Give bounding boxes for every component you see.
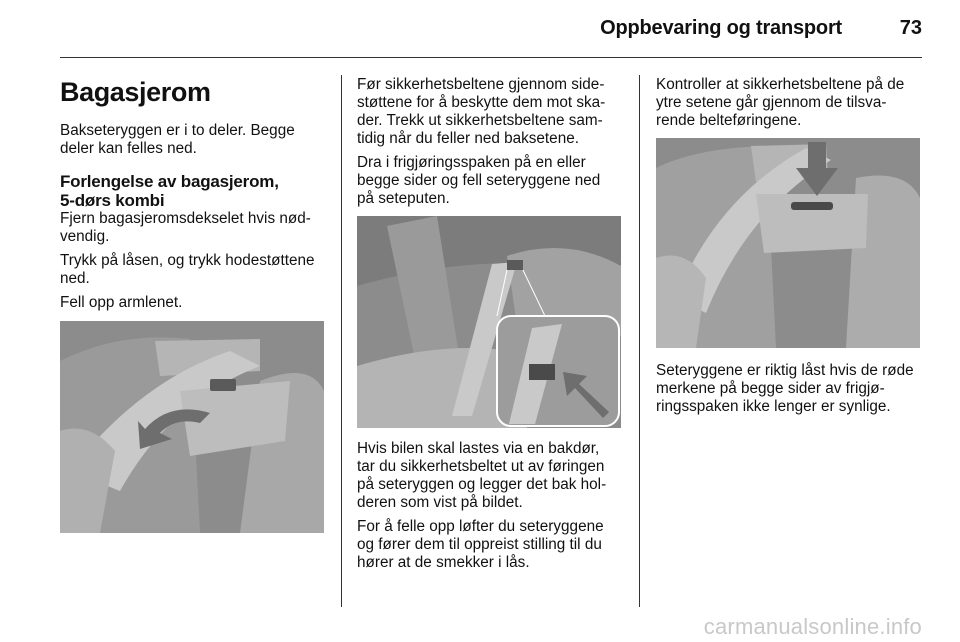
paragraph: Fjern bagasjeromsdekselet hvis nød-vendig. [60,210,311,245]
paragraph: Før sikkerhetsbeltene gjennom side-støttene for å beskytte dem mot ska-der. Trekk ut sikkerhetsbeltene sam-tidig når du feller ned baksetene. [357,76,606,147]
illustration-release-lever [656,138,922,348]
paragraph: Dra i frigjøringsspaken på en eller begge sider og fell seteryggene ned på seteputen. [357,154,601,207]
column-1 [60,70,324,533]
column-divider-2 [639,75,640,607]
intro-paragraph: Bakseteryggen er i to deler. Begge deler kan felles ned. [60,122,295,157]
header-rule [60,57,922,58]
subheading-line-1: Forlengelse av bagasjerom, [60,172,279,191]
illustration-seatbelt-guide [357,216,621,428]
section-heading: Bagasjerom [60,77,211,107]
illustration-armrest [60,321,324,533]
column-3 [656,76,922,422]
subheading-line-2: 5-dørs kombi [60,191,165,210]
subheading [60,172,324,210]
paragraph: Kontroller at sikkerhetsbeltene på de ytre setene går gjennom de tilsva-rende belteføringene. [656,76,905,129]
watermark: carmanualsonline.info [703,614,922,639]
paragraph: Trykk på låsen, og trykk hodestøttene ned. [60,252,315,287]
paragraph: Fell opp armlenet. [60,294,183,311]
paragraph: For å felle opp løfter du seteryggene og fører dem til oppreist stilling til du hører at de smekker i lås. [357,518,604,571]
column-2 [357,76,621,578]
paragraph: Hvis bilen skal lastes via en bakdør, tar du sikkerhetsbeltet ut av føringen på seteryggen og legger det bak hol-deren som vist på bildet. [357,440,607,511]
page-number: 73 [899,17,922,39]
column-divider-1 [341,75,342,607]
paragraph: Seteryggene er riktig låst hvis de røde merkene på begge sider av frigjø-ringsspaken ikke lenger er synlige. [656,362,914,415]
running-header-title: Oppbevaring og transport [600,17,842,39]
